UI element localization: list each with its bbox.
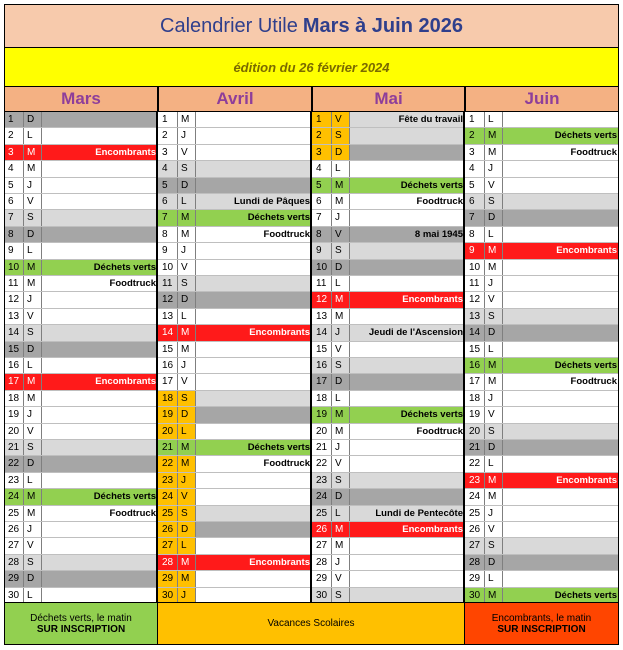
legend-vacation (157, 602, 465, 645)
day-number: 21 (158, 440, 178, 455)
day-number: 25 (158, 506, 178, 521)
day-number: 27 (4, 538, 24, 553)
day-event: Foodtruck (263, 228, 310, 240)
legend-red-line1: Encombrants, le matin (491, 612, 592, 624)
day-number: 18 (465, 391, 485, 406)
month-header-avril: Avril (158, 86, 312, 112)
day-number: 12 (312, 292, 332, 307)
weekday-letter: J (24, 522, 42, 537)
weekday-letter: S (332, 588, 350, 603)
weekday-letter: D (485, 555, 503, 570)
weekday-letter: V (332, 456, 350, 471)
weekday-letter: V (24, 194, 42, 209)
weekday-letter: M (178, 210, 196, 225)
weekday-letter: M (485, 243, 503, 258)
weekday-letter: V (332, 342, 350, 357)
day-number: 23 (158, 473, 178, 488)
day-number: 27 (312, 538, 332, 553)
weekday-letter: M (178, 112, 196, 127)
day-number: 2 (312, 128, 332, 143)
weekday-letter: J (178, 358, 196, 373)
day-event: Encombrants (196, 555, 312, 570)
weekday-letter: L (24, 358, 42, 373)
weekday-letter: V (332, 227, 350, 242)
day-number: 4 (158, 161, 178, 176)
weekday-letter: M (24, 145, 42, 160)
weekday-letter: S (332, 358, 350, 373)
weekday-letter: M (485, 588, 503, 603)
weekday-letter: M (332, 522, 350, 537)
day-event: Foodtruck (570, 376, 617, 388)
day-number: 5 (312, 178, 332, 193)
weekday-letter: M (332, 178, 350, 193)
day-number: 6 (312, 194, 332, 209)
weekday-letter: V (485, 522, 503, 537)
weekday-letter: J (485, 391, 503, 406)
day-number: 16 (465, 358, 485, 373)
weekday-letter: M (485, 489, 503, 504)
weekday-letter: M (24, 374, 42, 389)
day-number: 5 (4, 178, 24, 193)
weekday-letter: M (178, 325, 196, 340)
legend-green-line2: SUR INSCRIPTION (36, 623, 126, 635)
day-number: 15 (312, 342, 332, 357)
weekday-letter: M (178, 555, 196, 570)
day-number: 12 (465, 292, 485, 307)
weekday-letter: M (24, 161, 42, 176)
day-event: Foodtruck (570, 146, 617, 158)
weekday-letter: S (24, 325, 42, 340)
day-number: 1 (465, 112, 485, 127)
day-number: 15 (4, 342, 24, 357)
weekday-letter: S (332, 243, 350, 258)
day-number: 30 (312, 588, 332, 603)
day-event: Jeudi de l'Ascension (350, 325, 465, 340)
day-number: 16 (4, 358, 24, 373)
weekday-letter: M (332, 538, 350, 553)
day-number: 18 (4, 391, 24, 406)
weekday-letter: S (178, 276, 196, 291)
weekday-letter: M (178, 440, 196, 455)
weekday-letter: D (178, 407, 196, 422)
day-number: 27 (158, 538, 178, 553)
weekday-letter: D (332, 489, 350, 504)
legend-vacation-label: Vacances Scolaires (267, 618, 355, 629)
day-number: 13 (465, 309, 485, 324)
day-number: 29 (158, 571, 178, 586)
weekday-letter: L (485, 227, 503, 242)
day-number: 10 (312, 260, 332, 275)
weekday-letter: D (332, 145, 350, 160)
day-number: 6 (465, 194, 485, 209)
day-number: 22 (465, 456, 485, 471)
day-number: 7 (465, 210, 485, 225)
legend-red-line2: SUR INSCRIPTION (497, 623, 586, 635)
weekday-letter: M (24, 276, 42, 291)
day-number: 2 (465, 128, 485, 143)
day-number: 9 (158, 243, 178, 258)
legend-bulky-waste (464, 602, 619, 645)
day-number: 5 (158, 178, 178, 193)
weekday-letter: V (178, 260, 196, 275)
month-header-juin: Juin (465, 86, 619, 112)
weekday-letter: S (485, 309, 503, 324)
day-number: 8 (312, 227, 332, 242)
day-number: 22 (158, 456, 178, 471)
weekday-letter: D (24, 227, 42, 242)
day-number: 26 (158, 522, 178, 537)
day-number: 14 (4, 325, 24, 340)
weekday-letter: J (178, 588, 196, 603)
weekday-letter: L (178, 309, 196, 324)
edition-date: édition du 26 février 2024 (4, 47, 619, 87)
day-number: 30 (465, 588, 485, 603)
day-number: 4 (4, 161, 24, 176)
weekday-letter: M (332, 309, 350, 324)
day-event: Foodtruck (416, 196, 463, 207)
day-number: 12 (158, 292, 178, 307)
weekday-letter: V (332, 571, 350, 586)
weekday-letter: V (178, 374, 196, 389)
weekday-letter: J (485, 506, 503, 521)
day-number: 25 (465, 506, 485, 521)
day-number: 11 (158, 276, 178, 291)
day-number: 22 (4, 456, 24, 471)
day-number: 7 (4, 210, 24, 225)
day-event: Fête du travail (350, 112, 465, 127)
day-number: 6 (4, 194, 24, 209)
weekday-letter: S (24, 555, 42, 570)
day-event: Déchets verts (503, 128, 619, 143)
weekday-letter: V (485, 178, 503, 193)
weekday-letter: S (485, 538, 503, 553)
day-number: 17 (465, 374, 485, 389)
day-event: Encombrants (42, 374, 158, 389)
weekday-letter: M (485, 358, 503, 373)
day-number: 23 (312, 473, 332, 488)
title-prefix: Calendrier Utile (160, 14, 298, 37)
day-event: Encombrants (350, 522, 465, 537)
day-number: 29 (465, 571, 485, 586)
day-event: Foodtruck (109, 507, 156, 519)
weekday-letter: L (178, 538, 196, 553)
day-number: 20 (4, 424, 24, 439)
weekday-letter: J (24, 407, 42, 422)
day-number: 11 (4, 276, 24, 291)
day-number: 11 (312, 276, 332, 291)
weekday-letter: L (332, 391, 350, 406)
weekday-letter: S (178, 391, 196, 406)
weekday-letter: M (24, 506, 42, 521)
weekday-letter: M (178, 342, 196, 357)
weekday-letter: S (178, 161, 196, 176)
day-event: Encombrants (503, 473, 619, 488)
weekday-letter: L (24, 588, 42, 603)
day-number: 16 (312, 358, 332, 373)
day-number: 30 (158, 588, 178, 603)
day-number: 24 (158, 489, 178, 504)
day-number: 15 (158, 342, 178, 357)
day-number: 10 (158, 260, 178, 275)
weekday-letter: D (485, 210, 503, 225)
day-event: Déchets verts (350, 407, 465, 422)
weekday-letter: D (332, 260, 350, 275)
weekday-letter: S (24, 440, 42, 455)
day-event: Déchets verts (196, 440, 312, 455)
weekday-letter: V (178, 145, 196, 160)
weekday-letter: S (178, 506, 196, 521)
day-number: 29 (4, 571, 24, 586)
title-period: Mars à Juin 2026 (302, 14, 463, 37)
day-number: 28 (158, 555, 178, 570)
day-number: 24 (465, 489, 485, 504)
weekday-letter: S (485, 424, 503, 439)
day-number: 20 (312, 424, 332, 439)
weekday-letter: D (485, 325, 503, 340)
weekday-letter: V (24, 424, 42, 439)
day-number: 9 (312, 243, 332, 258)
day-event: Foodtruck (109, 278, 156, 289)
weekday-letter: M (178, 571, 196, 586)
day-number: 14 (158, 325, 178, 340)
day-number: 10 (4, 260, 24, 275)
weekday-letter: M (485, 473, 503, 488)
weekday-letter: V (24, 309, 42, 324)
weekday-letter: M (178, 456, 196, 471)
weekday-letter: V (485, 292, 503, 307)
day-number: 10 (465, 260, 485, 275)
day-number: 13 (4, 309, 24, 324)
weekday-letter: M (485, 374, 503, 389)
weekday-letter: M (485, 260, 503, 275)
weekday-letter: M (485, 128, 503, 143)
day-number: 13 (312, 309, 332, 324)
month-header-mai: Mai (312, 86, 465, 112)
day-number: 7 (312, 210, 332, 225)
weekday-letter: V (332, 112, 350, 127)
day-number: 20 (465, 424, 485, 439)
weekday-letter: S (485, 194, 503, 209)
day-number: 21 (312, 440, 332, 455)
weekday-letter: J (178, 473, 196, 488)
weekday-letter: J (485, 276, 503, 291)
weekday-letter: D (178, 522, 196, 537)
day-number: 24 (4, 489, 24, 504)
day-number: 20 (158, 424, 178, 439)
day-number: 3 (4, 145, 24, 160)
weekday-letter: L (178, 194, 196, 209)
weekday-letter: L (178, 424, 196, 439)
weekday-letter: D (24, 456, 42, 471)
day-number: 4 (465, 161, 485, 176)
weekday-letter: L (332, 161, 350, 176)
weekday-letter: S (24, 210, 42, 225)
weekday-letter: D (24, 571, 42, 586)
day-number: 14 (465, 325, 485, 340)
day-number: 19 (158, 407, 178, 422)
weekday-letter: L (24, 243, 42, 258)
day-event: Lundi de Pâques (196, 194, 312, 209)
day-event: Déchets verts (42, 489, 158, 504)
day-number: 8 (4, 227, 24, 242)
weekday-letter: J (178, 128, 196, 143)
day-event: Déchets verts (350, 178, 465, 193)
weekday-letter: M (24, 489, 42, 504)
day-number: 26 (312, 522, 332, 537)
day-number: 4 (312, 161, 332, 176)
day-number: 9 (4, 243, 24, 258)
day-number: 8 (158, 227, 178, 242)
day-number: 19 (312, 407, 332, 422)
weekday-letter: J (332, 325, 350, 340)
day-event: Déchets verts (42, 260, 158, 275)
day-event: Encombrants (350, 292, 465, 307)
day-number: 1 (158, 112, 178, 127)
day-event: Déchets verts (196, 210, 312, 225)
day-number: 26 (4, 522, 24, 537)
weekday-letter: L (332, 506, 350, 521)
day-number: 3 (465, 145, 485, 160)
day-number: 8 (465, 227, 485, 242)
weekday-letter: M (332, 194, 350, 209)
weekday-letter: L (24, 473, 42, 488)
weekday-letter: D (485, 440, 503, 455)
weekday-letter: L (485, 342, 503, 357)
day-event: Encombrants (503, 243, 619, 258)
day-number: 2 (158, 128, 178, 143)
day-number: 27 (465, 538, 485, 553)
weekday-letter: M (332, 407, 350, 422)
weekday-letter: M (24, 391, 42, 406)
calendar-frame (4, 4, 619, 645)
day-number: 3 (312, 145, 332, 160)
legend-green-line1: Déchets verts, le matin (30, 612, 132, 624)
weekday-letter: J (332, 555, 350, 570)
weekday-letter: J (24, 178, 42, 193)
weekday-letter: L (485, 112, 503, 127)
day-number: 28 (312, 555, 332, 570)
day-number: 19 (465, 407, 485, 422)
weekday-letter: M (178, 227, 196, 242)
weekday-letter: V (178, 489, 196, 504)
weekday-letter: L (24, 128, 42, 143)
weekday-letter: L (332, 276, 350, 291)
day-number: 29 (312, 571, 332, 586)
weekday-letter: V (485, 407, 503, 422)
weekday-letter: D (178, 292, 196, 307)
day-number: 12 (4, 292, 24, 307)
day-event: Lundi de Pentecôte (350, 506, 465, 521)
day-number: 14 (312, 325, 332, 340)
day-number: 7 (158, 210, 178, 225)
day-number: 24 (312, 489, 332, 504)
day-number: 18 (158, 391, 178, 406)
weekday-letter: D (24, 342, 42, 357)
weekday-letter: M (485, 145, 503, 160)
day-number: 25 (4, 506, 24, 521)
day-event: 8 mai 1945 (350, 227, 465, 242)
weekday-letter: V (24, 538, 42, 553)
day-number: 21 (465, 440, 485, 455)
day-number: 16 (158, 358, 178, 373)
weekday-letter: J (178, 243, 196, 258)
legend-green-waste (4, 602, 158, 645)
weekday-letter: J (485, 161, 503, 176)
day-number: 18 (312, 391, 332, 406)
weekday-letter: L (485, 571, 503, 586)
day-event: Déchets verts (503, 588, 619, 603)
day-number: 17 (312, 374, 332, 389)
day-event: Foodtruck (416, 425, 463, 437)
weekday-letter: M (332, 292, 350, 307)
weekday-letter: M (332, 424, 350, 439)
day-number: 1 (4, 112, 24, 127)
weekday-letter: J (24, 292, 42, 307)
day-number: 17 (4, 374, 24, 389)
day-number: 21 (4, 440, 24, 455)
day-number: 9 (465, 243, 485, 258)
day-number: 3 (158, 145, 178, 160)
day-number: 23 (465, 473, 485, 488)
weekday-letter: D (178, 178, 196, 193)
day-number: 11 (465, 276, 485, 291)
day-number: 1 (312, 112, 332, 127)
day-event: Encombrants (196, 325, 312, 340)
day-number: 26 (465, 522, 485, 537)
day-number: 13 (158, 309, 178, 324)
day-number: 17 (158, 374, 178, 389)
day-number: 5 (465, 178, 485, 193)
weekday-letter: J (332, 210, 350, 225)
day-number: 25 (312, 506, 332, 521)
weekday-letter: S (332, 473, 350, 488)
day-event: Foodtruck (263, 458, 310, 470)
month-header-mars: Mars (4, 86, 158, 112)
weekday-letter: D (24, 112, 42, 127)
day-number: 6 (158, 194, 178, 209)
day-number: 15 (465, 342, 485, 357)
weekday-letter: J (332, 440, 350, 455)
day-number: 28 (4, 555, 24, 570)
weekday-letter: D (332, 374, 350, 389)
day-number: 30 (4, 588, 24, 603)
weekday-letter: M (24, 260, 42, 275)
weekday-letter: L (485, 456, 503, 471)
day-event: Encombrants (42, 145, 158, 160)
day-number: 23 (4, 473, 24, 488)
day-number: 2 (4, 128, 24, 143)
day-number: 28 (465, 555, 485, 570)
day-event: Déchets verts (503, 358, 619, 373)
day-number: 22 (312, 456, 332, 471)
day-number: 19 (4, 407, 24, 422)
weekday-letter: S (332, 128, 350, 143)
